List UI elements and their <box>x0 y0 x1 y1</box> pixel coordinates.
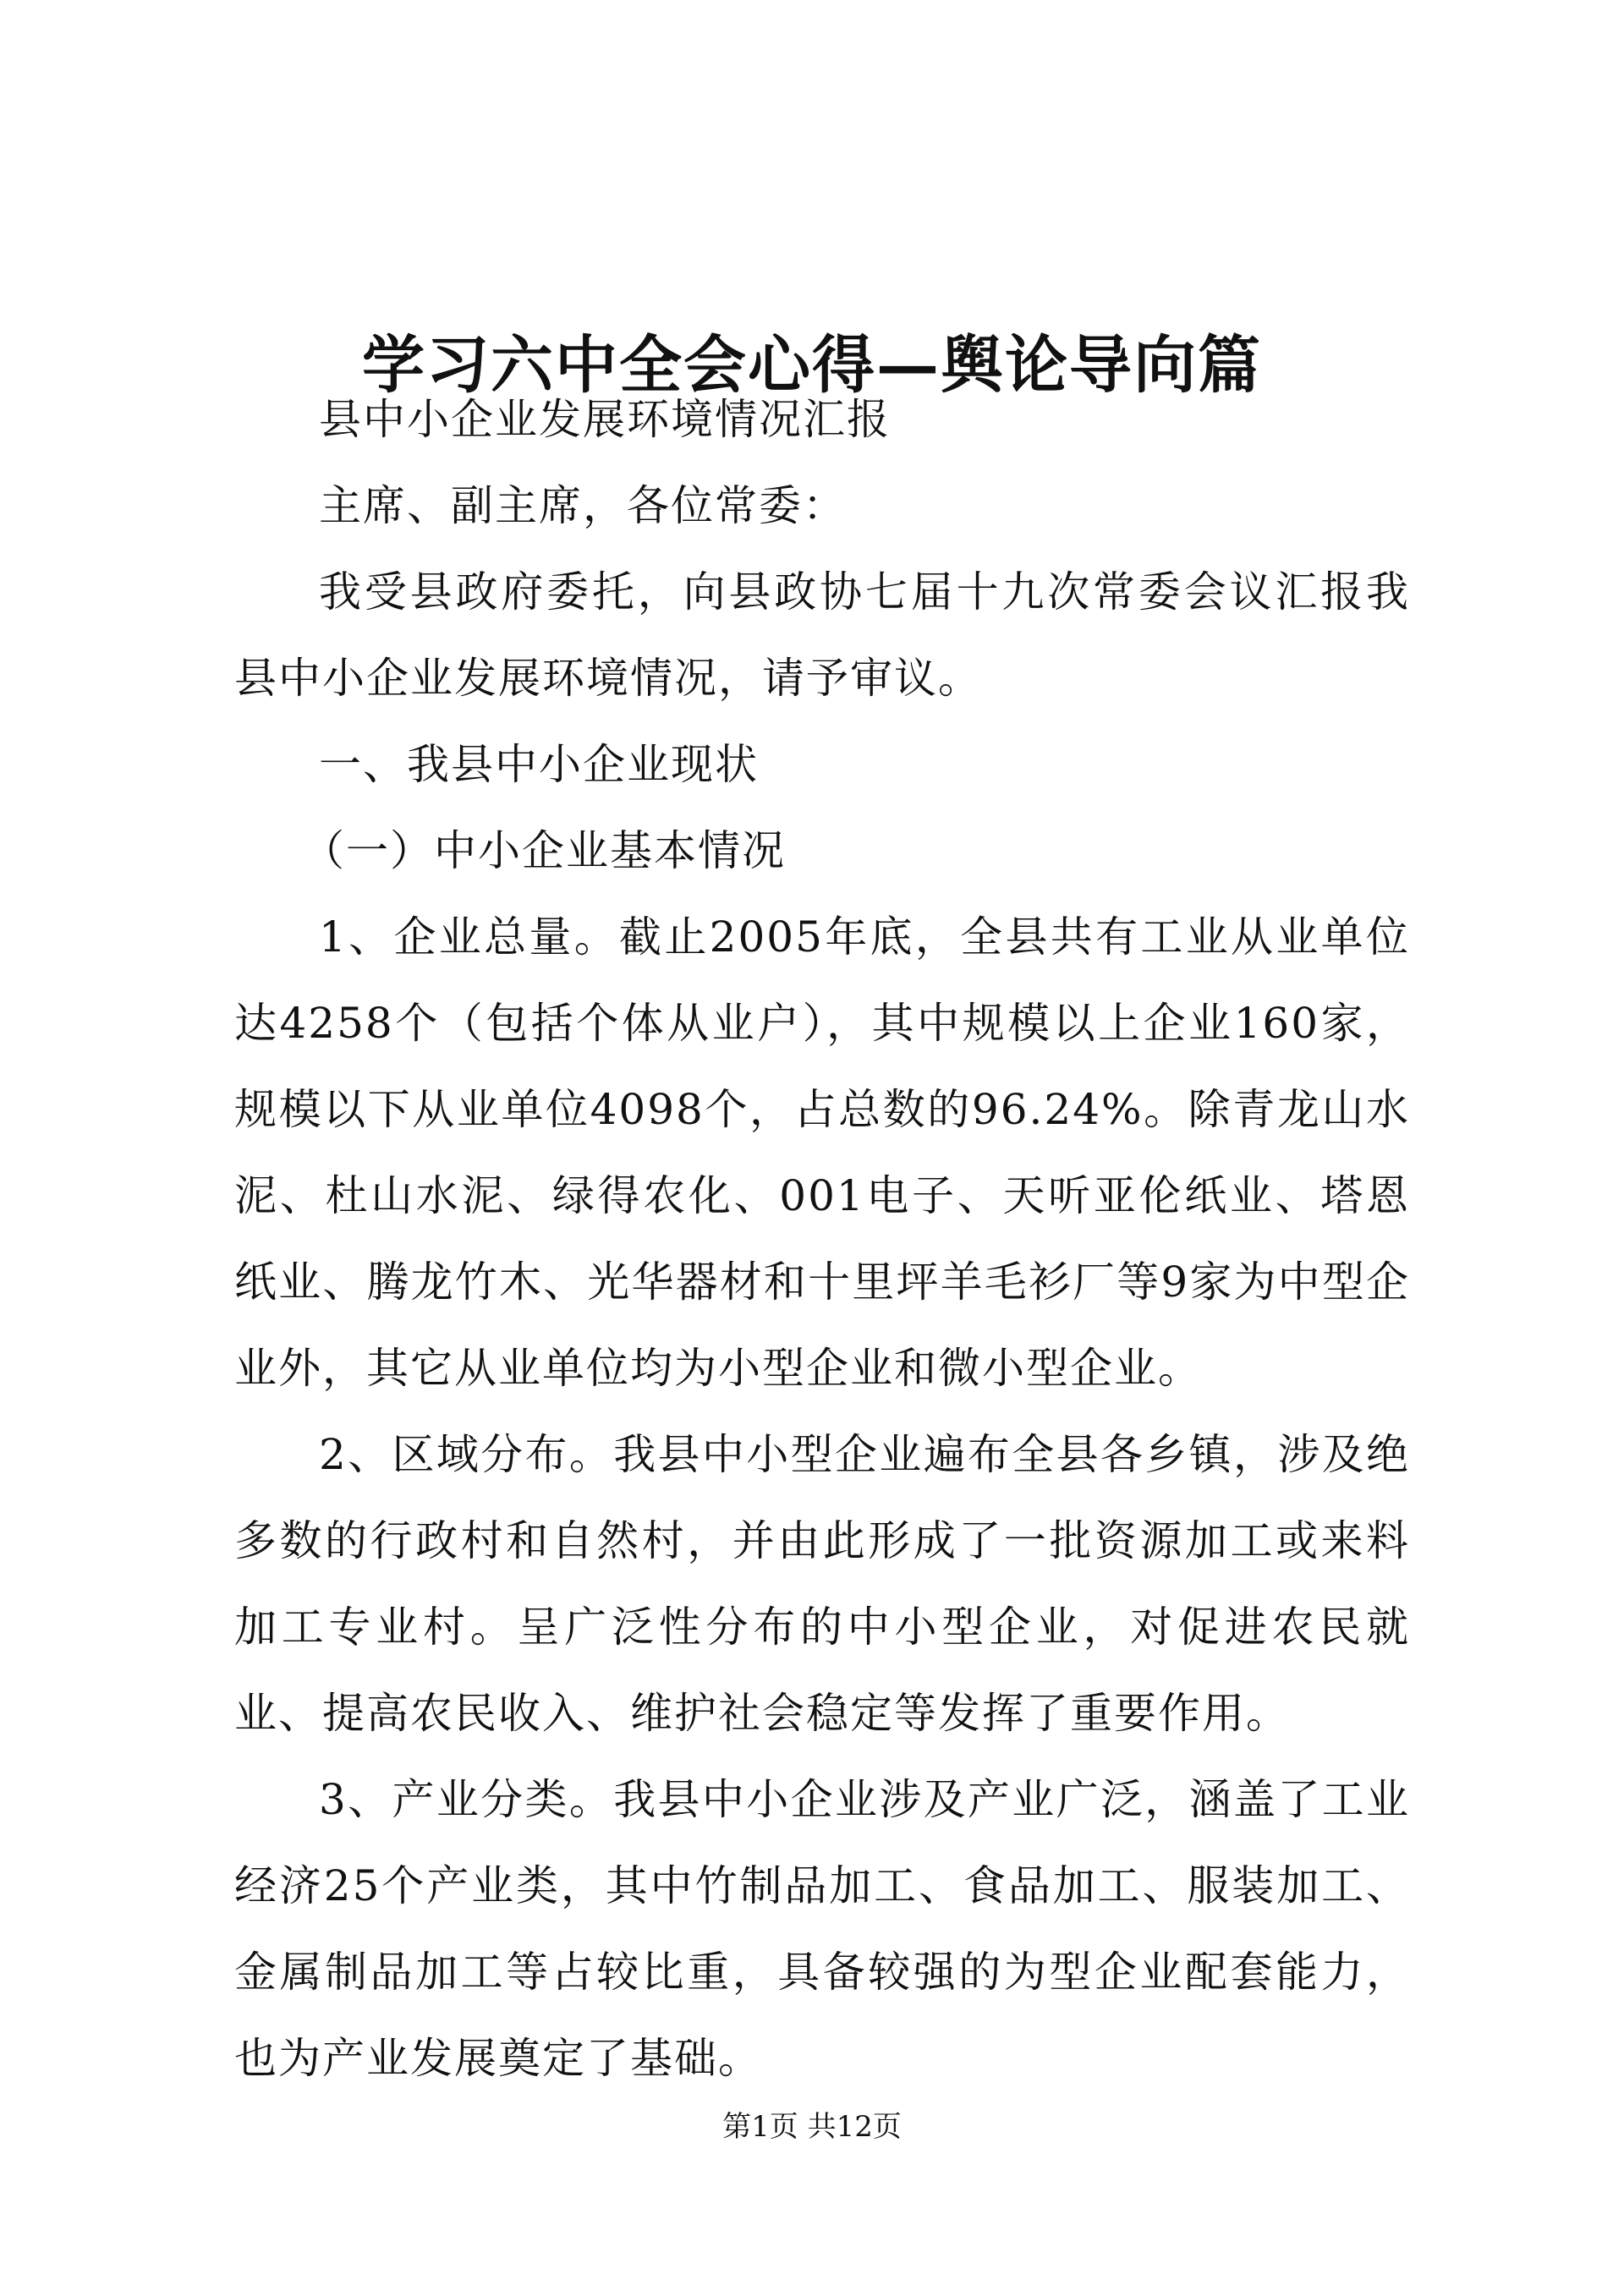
document-title: 学习六中全会心得—舆论导向篇 <box>362 328 1262 402</box>
page-number: 第1页 共12页 <box>722 2110 902 2144</box>
paragraph-enterprise-total: 1、企业总量。截止2005年底，全县共有工业从业单位达4258个（包括个体从业户），其中规模以上企业160家，规模以下从业单位4098个，占总数的96.24%。除青龙山水泥、杜山水泥、绿得农化、001电子、天听亚伦纸业、塔恩纸业、腾龙竹木、光华器材和十里坪羊毛衫厂等9家为中型企业外，其它从业单位均为小型企业和微小型企业。 <box>234 912 1410 1393</box>
salutation: 主席、副主席，各位常委： <box>319 481 847 530</box>
paragraph-regional-distribution: 2、区域分布。我县中小型企业遍布全县各乡镇，涉及绝多数的行政村和自然村，并由此形成了一批资源加工或来料加工专业村。呈广泛性分布的中小型企业，对促进农民就业、提高农民收入、维护社会稳定等发挥了重要作用。 <box>234 1430 1410 1738</box>
document-body <box>234 376 1410 2101</box>
intro-paragraph: 我受县政府委托，向县政协七届十九次常委会议汇报我县中小企业发展环境情况，请予审议。 <box>234 567 1410 703</box>
paragraph-industry-classification: 3、产业分类。我县中小企业涉及产业广泛，涵盖了工业经济25个产业类，其中竹制品加工、食品加工、服装加工、金属制品加工等占较比重，具备较强的为型企业配套能力，也为产业发展奠定了基础。 <box>234 1775 1410 2083</box>
report-heading: 县中小企业发展环境情况汇报 <box>319 395 891 444</box>
section-heading: 一、我县中小企业现状 <box>319 740 759 789</box>
subsection-heading: （一）中小企业基本情况 <box>302 826 786 875</box>
